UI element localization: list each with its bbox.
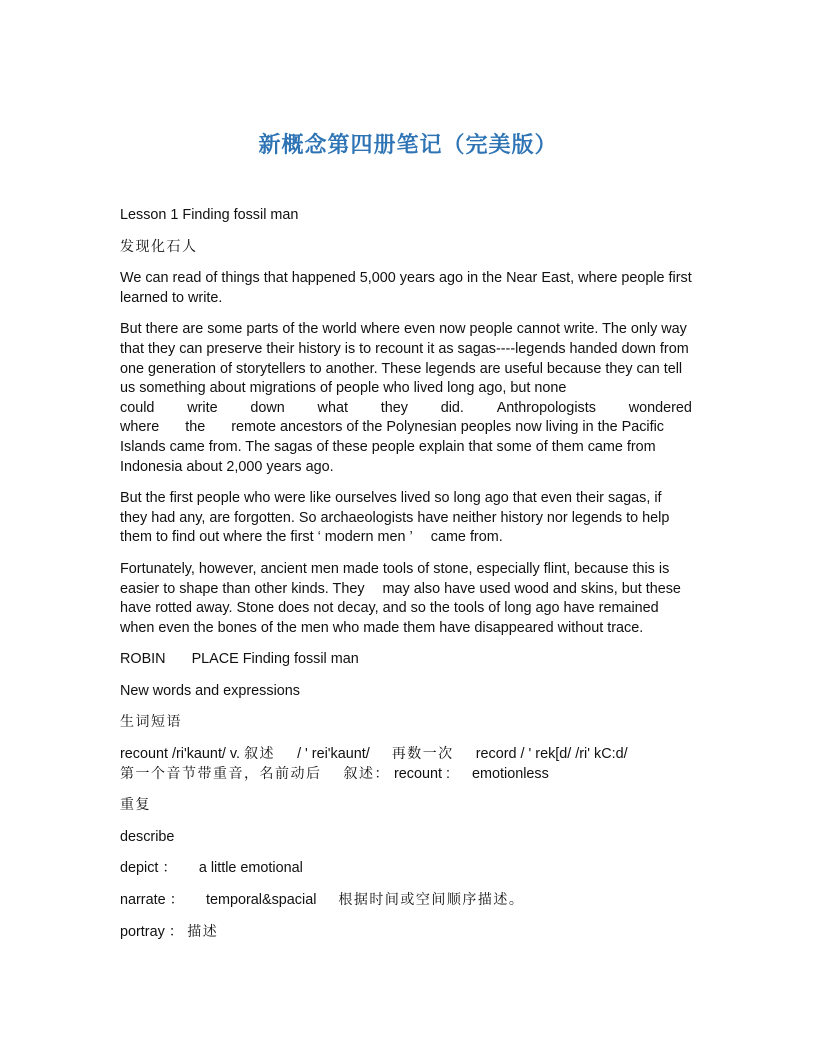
word: Anthropologists bbox=[496, 399, 596, 416]
paragraph-2-justified-line bbox=[120, 399, 692, 419]
depict-entry bbox=[120, 859, 692, 879]
lesson-heading-chinese: 发现化石人 bbox=[120, 238, 198, 255]
recount-alt-phonetic: / ' rei'kaunt/ bbox=[297, 746, 370, 763]
paragraph-2-part-a: But there are some parts of the world where even now people cannot write. The only way that they can preserve their history is to recount it as sagas----legends handed down from one generation of storytellers to another. These legends are useful because they can tell us something about migrations of people who lived long ago, but none bbox=[120, 321, 689, 397]
paragraph-1: We can read of things that happened 5,000 years ago in the Near East, where people first learned to write. bbox=[120, 270, 692, 306]
document-title: 新概念第四册笔记（完美版） bbox=[258, 132, 558, 158]
recount-emotion: emotionless bbox=[472, 765, 549, 782]
word: they bbox=[380, 399, 408, 416]
colon: ： bbox=[169, 892, 185, 909]
recount-entry bbox=[120, 745, 692, 784]
place-label: PLACE Finding fossil man bbox=[191, 651, 359, 668]
paragraph-4-part-b: may also have used wood and skins, but these have rotted away. Stone does not decay, and so the tools of long ago have remained when even the bones of the men who made them have disappeared without trace. bbox=[120, 580, 681, 636]
depict-meaning: a little emotional bbox=[198, 860, 303, 877]
recount-alt-meaning: 再数一次 bbox=[391, 746, 454, 763]
paragraph-4-part-a: Fortunately, however, ancient men made tools of stone, especially flint, because this is easier to shape than other kinds. They bbox=[120, 560, 670, 597]
word: down bbox=[250, 399, 285, 416]
robin-label: ROBIN bbox=[120, 651, 166, 668]
colon: ： bbox=[162, 860, 177, 877]
paragraph-3 bbox=[120, 489, 692, 548]
word: the bbox=[185, 419, 206, 436]
record-phonetic: record / ' rek[d/ /ri' kC:d/ bbox=[475, 746, 628, 763]
describe-word: describe bbox=[120, 828, 175, 845]
document-body bbox=[120, 206, 692, 954]
stress-line bbox=[120, 765, 692, 785]
portray-word: portray bbox=[120, 923, 165, 940]
robin-place-line bbox=[120, 650, 692, 670]
colon: ： bbox=[168, 923, 184, 940]
recount-meaning: 叙述 bbox=[244, 746, 276, 763]
word: wondered bbox=[628, 399, 692, 416]
recount-line bbox=[120, 745, 692, 765]
paragraph-3-part-a: But the first people who were like ourselves lived so long ago that even their sagas, if they had any, are forgotten. So archaeologists have neither history nor legends to help them to find out where the first ‘ modern men ’ bbox=[120, 490, 670, 546]
repeat-label: 重复 bbox=[120, 797, 151, 814]
paragraph-2 bbox=[120, 320, 692, 477]
narrate-entry bbox=[120, 891, 692, 911]
lesson-heading: Lesson 1 Finding fossil man bbox=[120, 207, 299, 223]
narrate-label-cn: 叙述： bbox=[343, 765, 390, 782]
paragraph-2-line-where bbox=[120, 418, 692, 438]
portray-meaning-chinese: 描述 bbox=[187, 923, 219, 940]
recount-phonetic: recount /ri'kaunt/ v. bbox=[120, 746, 241, 763]
word: where bbox=[120, 419, 160, 436]
stress-rule: 第一个音节带重音，名前动后 bbox=[120, 765, 322, 782]
narrate-meaning: temporal&spacial bbox=[206, 892, 317, 909]
recount-label: recount : bbox=[394, 765, 450, 782]
word: could bbox=[120, 399, 155, 416]
word: what bbox=[317, 399, 348, 416]
narrate-meaning-chinese: 根据时间或空间顺序描述。 bbox=[338, 892, 525, 909]
depict-word: depict bbox=[120, 860, 159, 877]
narrate-word: narrate bbox=[120, 892, 166, 909]
word: write bbox=[187, 399, 218, 416]
word: did. bbox=[440, 399, 464, 416]
paragraph-2-part-c: remote ancestors of the Polynesian peoples now living in the Pacific bbox=[231, 419, 664, 436]
new-words-heading-chinese: 生词短语 bbox=[120, 714, 182, 731]
paragraph-3-part-b: came from. bbox=[430, 529, 503, 546]
paragraph-4 bbox=[120, 560, 692, 638]
portray-entry bbox=[120, 923, 692, 943]
paragraph-2-part-d: Islands came from. The sagas of these people explain that some of them came from Indonesia about 2,000 years ago. bbox=[120, 438, 656, 475]
new-words-heading: New words and expressions bbox=[120, 682, 300, 699]
